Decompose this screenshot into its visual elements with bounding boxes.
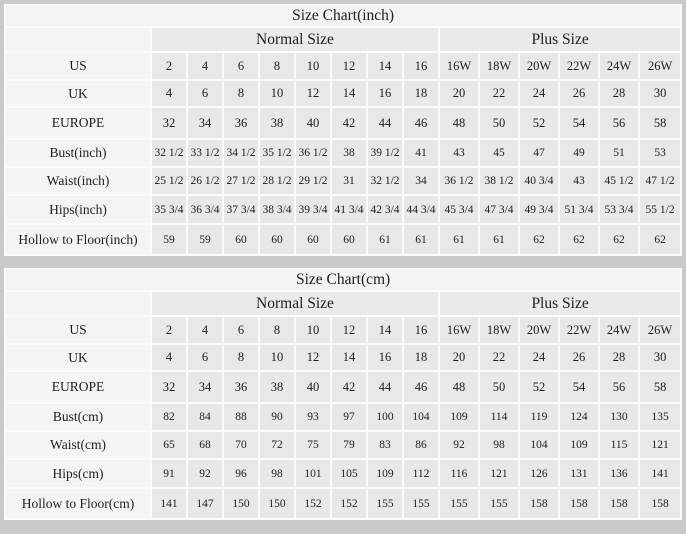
- uk-cell: 6: [188, 81, 222, 106]
- bust-cell: 124: [560, 404, 598, 430]
- hollow-to-floor-cell: 62: [640, 225, 680, 254]
- us-cell: 4: [188, 53, 222, 79]
- hips-cell: 141: [640, 460, 680, 487]
- europe-cell: 56: [600, 108, 638, 138]
- hollow-to-floor-row: [6, 489, 680, 518]
- us-cell: 10: [296, 317, 330, 343]
- waist-cell: 28 1/2: [260, 168, 294, 194]
- hollow-to-floor-cell: 59: [188, 225, 222, 254]
- us-cell: 16: [404, 53, 438, 79]
- size-charts-container: [4, 4, 682, 520]
- europe-cell: 48: [440, 108, 478, 138]
- waist-row-label: Waist(cm): [6, 432, 150, 458]
- column-group-header: Normal Size: [152, 28, 438, 51]
- europe-cell: 36: [224, 108, 258, 138]
- europe-cell: 58: [640, 108, 680, 138]
- uk-cell: 4: [152, 345, 186, 370]
- bust-cell: 82: [152, 404, 186, 430]
- hips-cell: 38 3/4: [260, 196, 294, 223]
- hollow-to-floor-cell: 60: [260, 225, 294, 254]
- hips-row-label: Hips(cm): [6, 460, 150, 487]
- europe-cell: 38: [260, 108, 294, 138]
- size-chart-title-cm: Size Chart(cm): [6, 270, 680, 290]
- europe-cell: 34: [188, 108, 222, 138]
- bust-cell: 53: [640, 140, 680, 166]
- uk-cell: 30: [640, 81, 680, 106]
- waist-cell: 27 1/2: [224, 168, 258, 194]
- uk-row: [6, 81, 680, 106]
- europe-cell: 38: [260, 372, 294, 402]
- us-cell: 26W: [640, 53, 680, 79]
- europe-cell: 44: [368, 108, 402, 138]
- bust-cell: 114: [480, 404, 518, 430]
- bust-cell: 135: [640, 404, 680, 430]
- waist-cell: 36 1/2: [440, 168, 478, 194]
- bust-cell: 97: [332, 404, 366, 430]
- hips-cell: 121: [480, 460, 518, 487]
- waist-cell: 98: [480, 432, 518, 458]
- hips-cell: 53 3/4: [600, 196, 638, 223]
- europe-row-label: EUROPE: [6, 372, 150, 402]
- us-cell: 4: [188, 317, 222, 343]
- hips-cell: 131: [560, 460, 598, 487]
- waist-row-label: Waist(inch): [6, 168, 150, 194]
- uk-cell: 8: [224, 345, 258, 370]
- us-cell: 24W: [600, 317, 638, 343]
- waist-cell: 109: [560, 432, 598, 458]
- bust-cell: 35 1/2: [260, 140, 294, 166]
- hollow-to-floor-cell: 61: [440, 225, 478, 254]
- group-header-spacer: [6, 292, 150, 315]
- waist-cell: 68: [188, 432, 222, 458]
- column-group-header: Normal Size: [152, 292, 438, 315]
- waist-cell: 40 3/4: [520, 168, 558, 194]
- waist-cell: 65: [152, 432, 186, 458]
- bust-row-label: Bust(cm): [6, 404, 150, 430]
- europe-cell: 52: [520, 108, 558, 138]
- us-cell: 12: [332, 317, 366, 343]
- waist-cell: 104: [520, 432, 558, 458]
- us-cell: 12: [332, 53, 366, 79]
- uk-cell: 24: [520, 345, 558, 370]
- europe-cell: 40: [296, 372, 330, 402]
- size-chart-cm-table: [4, 268, 682, 520]
- size-chart-title-inch: Size Chart(inch): [6, 6, 680, 26]
- hips-cell: 112: [404, 460, 438, 487]
- uk-row: [6, 345, 680, 370]
- bust-row-label: Bust(inch): [6, 140, 150, 166]
- uk-cell: 10: [260, 345, 294, 370]
- europe-cell: 54: [560, 372, 598, 402]
- hips-cell: 136: [600, 460, 638, 487]
- europe-cell: 46: [404, 108, 438, 138]
- bust-cell: 34 1/2: [224, 140, 258, 166]
- column-group-header: Plus Size: [440, 292, 680, 315]
- waist-cell: 115: [600, 432, 638, 458]
- hips-cell: 44 3/4: [404, 196, 438, 223]
- hips-cell: 51 3/4: [560, 196, 598, 223]
- us-row-label: US: [6, 317, 150, 343]
- hollow-to-floor-cell: 150: [224, 489, 258, 518]
- bust-cell: 109: [440, 404, 478, 430]
- us-cell: 18W: [480, 53, 518, 79]
- europe-cell: 56: [600, 372, 638, 402]
- europe-row: [6, 372, 680, 402]
- bust-cell: 100: [368, 404, 402, 430]
- uk-cell: 10: [260, 81, 294, 106]
- uk-cell: 26: [560, 81, 598, 106]
- us-cell: 16W: [440, 317, 478, 343]
- hollow-to-floor-row-label: Hollow to Floor(cm): [6, 489, 150, 518]
- uk-cell: 12: [296, 81, 330, 106]
- us-cell: 26W: [640, 317, 680, 343]
- size-chart-page: [0, 4, 686, 534]
- uk-cell: 18: [404, 81, 438, 106]
- hips-cell: 109: [368, 460, 402, 487]
- europe-cell: 50: [480, 108, 518, 138]
- uk-cell: 20: [440, 81, 478, 106]
- hollow-to-floor-cell: 62: [560, 225, 598, 254]
- uk-cell: 22: [480, 81, 518, 106]
- us-cell: 22W: [560, 317, 598, 343]
- waist-cell: 75: [296, 432, 330, 458]
- hollow-to-floor-cell: 158: [640, 489, 680, 518]
- hollow-to-floor-row-label: Hollow to Floor(inch): [6, 225, 150, 254]
- us-cell: 14: [368, 53, 402, 79]
- us-cell: 6: [224, 317, 258, 343]
- bust-cell: 43: [440, 140, 478, 166]
- hips-cell: 91: [152, 460, 186, 487]
- hips-cell: 96: [224, 460, 258, 487]
- bust-cell: 39 1/2: [368, 140, 402, 166]
- uk-cell: 26: [560, 345, 598, 370]
- us-cell: 24W: [600, 53, 638, 79]
- hollow-to-floor-cell: 152: [332, 489, 366, 518]
- uk-cell: 8: [224, 81, 258, 106]
- europe-cell: 44: [368, 372, 402, 402]
- europe-cell: 58: [640, 372, 680, 402]
- uk-cell: 16: [368, 345, 402, 370]
- europe-cell: 36: [224, 372, 258, 402]
- us-cell: 22W: [560, 53, 598, 79]
- uk-row-label: UK: [6, 81, 150, 106]
- bust-cell: 90: [260, 404, 294, 430]
- bust-cell: 32 1/2: [152, 140, 186, 166]
- us-cell: 14: [368, 317, 402, 343]
- waist-cell: 31: [332, 168, 366, 194]
- europe-cell: 46: [404, 372, 438, 402]
- waist-cell: 121: [640, 432, 680, 458]
- bust-row: [6, 140, 680, 166]
- uk-cell: 14: [332, 345, 366, 370]
- europe-cell: 54: [560, 108, 598, 138]
- us-cell: 16: [404, 317, 438, 343]
- hollow-to-floor-cell: 59: [152, 225, 186, 254]
- uk-cell: 30: [640, 345, 680, 370]
- europe-cell: 32: [152, 372, 186, 402]
- waist-cell: 26 1/2: [188, 168, 222, 194]
- uk-row-label: UK: [6, 345, 150, 370]
- hollow-to-floor-cell: 158: [560, 489, 598, 518]
- hollow-to-floor-cell: 155: [440, 489, 478, 518]
- waist-cell: 38 1/2: [480, 168, 518, 194]
- bust-cell: 51: [600, 140, 638, 166]
- waist-cell: 92: [440, 432, 478, 458]
- hips-cell: 41 3/4: [332, 196, 366, 223]
- bust-cell: 38: [332, 140, 366, 166]
- uk-cell: 16: [368, 81, 402, 106]
- hollow-to-floor-cell: 150: [260, 489, 294, 518]
- hollow-to-floor-cell: 158: [520, 489, 558, 518]
- uk-cell: 22: [480, 345, 518, 370]
- hollow-to-floor-cell: 155: [368, 489, 402, 518]
- hips-cell: 105: [332, 460, 366, 487]
- waist-cell: 32 1/2: [368, 168, 402, 194]
- europe-row-label: EUROPE: [6, 108, 150, 138]
- us-row: [6, 317, 680, 343]
- europe-cell: 42: [332, 108, 366, 138]
- hips-cell: 98: [260, 460, 294, 487]
- hollow-to-floor-cell: 61: [480, 225, 518, 254]
- bust-cell: 84: [188, 404, 222, 430]
- waist-cell: 29 1/2: [296, 168, 330, 194]
- hollow-to-floor-cell: 147: [188, 489, 222, 518]
- hips-cell: 49 3/4: [520, 196, 558, 223]
- europe-cell: 50: [480, 372, 518, 402]
- uk-cell: 14: [332, 81, 366, 106]
- hollow-to-floor-cell: 60: [332, 225, 366, 254]
- waist-row: [6, 432, 680, 458]
- us-cell: 18W: [480, 317, 518, 343]
- uk-cell: 18: [404, 345, 438, 370]
- uk-cell: 20: [440, 345, 478, 370]
- hips-cell: 37 3/4: [224, 196, 258, 223]
- size-chart-inch-table: [4, 4, 682, 256]
- bust-cell: 49: [560, 140, 598, 166]
- bust-cell: 93: [296, 404, 330, 430]
- hollow-to-floor-cell: 155: [404, 489, 438, 518]
- uk-cell: 28: [600, 81, 638, 106]
- waist-cell: 43: [560, 168, 598, 194]
- waist-cell: 70: [224, 432, 258, 458]
- hips-cell: 47 3/4: [480, 196, 518, 223]
- us-cell: 10: [296, 53, 330, 79]
- waist-cell: 83: [368, 432, 402, 458]
- bust-cell: 41: [404, 140, 438, 166]
- hips-cell: 35 3/4: [152, 196, 186, 223]
- uk-cell: 24: [520, 81, 558, 106]
- hollow-to-floor-cell: 62: [600, 225, 638, 254]
- europe-cell: 34: [188, 372, 222, 402]
- waist-cell: 86: [404, 432, 438, 458]
- hips-cell: 36 3/4: [188, 196, 222, 223]
- hips-row-label: Hips(inch): [6, 196, 150, 223]
- bust-cell: 47: [520, 140, 558, 166]
- us-cell: 8: [260, 317, 294, 343]
- column-group-header: Plus Size: [440, 28, 680, 51]
- bust-cell: 119: [520, 404, 558, 430]
- waist-cell: 25 1/2: [152, 168, 186, 194]
- us-row-label: US: [6, 53, 150, 79]
- bust-cell: 36 1/2: [296, 140, 330, 166]
- bust-cell: 104: [404, 404, 438, 430]
- us-cell: 20W: [520, 53, 558, 79]
- hollow-to-floor-cell: 158: [600, 489, 638, 518]
- bust-cell: 33 1/2: [188, 140, 222, 166]
- hollow-to-floor-cell: 62: [520, 225, 558, 254]
- hollow-to-floor-cell: 152: [296, 489, 330, 518]
- uk-cell: 12: [296, 345, 330, 370]
- bust-cell: 45: [480, 140, 518, 166]
- hips-cell: 92: [188, 460, 222, 487]
- hollow-to-floor-cell: 61: [404, 225, 438, 254]
- hips-cell: 42 3/4: [368, 196, 402, 223]
- us-cell: 20W: [520, 317, 558, 343]
- hollow-to-floor-cell: 155: [480, 489, 518, 518]
- hips-cell: 55 1/2: [640, 196, 680, 223]
- waist-cell: 79: [332, 432, 366, 458]
- hips-cell: 45 3/4: [440, 196, 478, 223]
- us-cell: 2: [152, 317, 186, 343]
- europe-cell: 40: [296, 108, 330, 138]
- europe-cell: 52: [520, 372, 558, 402]
- waist-cell: 72: [260, 432, 294, 458]
- hollow-to-floor-cell: 60: [224, 225, 258, 254]
- hips-cell: 116: [440, 460, 478, 487]
- bust-row: [6, 404, 680, 430]
- waist-cell: 34: [404, 168, 438, 194]
- uk-cell: 4: [152, 81, 186, 106]
- bust-cell: 130: [600, 404, 638, 430]
- waist-cell: 45 1/2: [600, 168, 638, 194]
- hollow-to-floor-cell: 60: [296, 225, 330, 254]
- uk-cell: 28: [600, 345, 638, 370]
- hollow-to-floor-row: [6, 225, 680, 254]
- europe-row: [6, 108, 680, 138]
- hips-row: [6, 196, 680, 223]
- europe-cell: 48: [440, 372, 478, 402]
- hips-cell: 126: [520, 460, 558, 487]
- us-cell: 6: [224, 53, 258, 79]
- hips-row: [6, 460, 680, 487]
- hips-cell: 39 3/4: [296, 196, 330, 223]
- hips-cell: 101: [296, 460, 330, 487]
- us-cell: 2: [152, 53, 186, 79]
- us-row: [6, 53, 680, 79]
- europe-cell: 42: [332, 372, 366, 402]
- hollow-to-floor-cell: 61: [368, 225, 402, 254]
- uk-cell: 6: [188, 345, 222, 370]
- waist-row: [6, 168, 680, 194]
- bust-cell: 88: [224, 404, 258, 430]
- us-cell: 16W: [440, 53, 478, 79]
- europe-cell: 32: [152, 108, 186, 138]
- hollow-to-floor-cell: 141: [152, 489, 186, 518]
- group-header-spacer: [6, 28, 150, 51]
- waist-cell: 47 1/2: [640, 168, 680, 194]
- us-cell: 8: [260, 53, 294, 79]
